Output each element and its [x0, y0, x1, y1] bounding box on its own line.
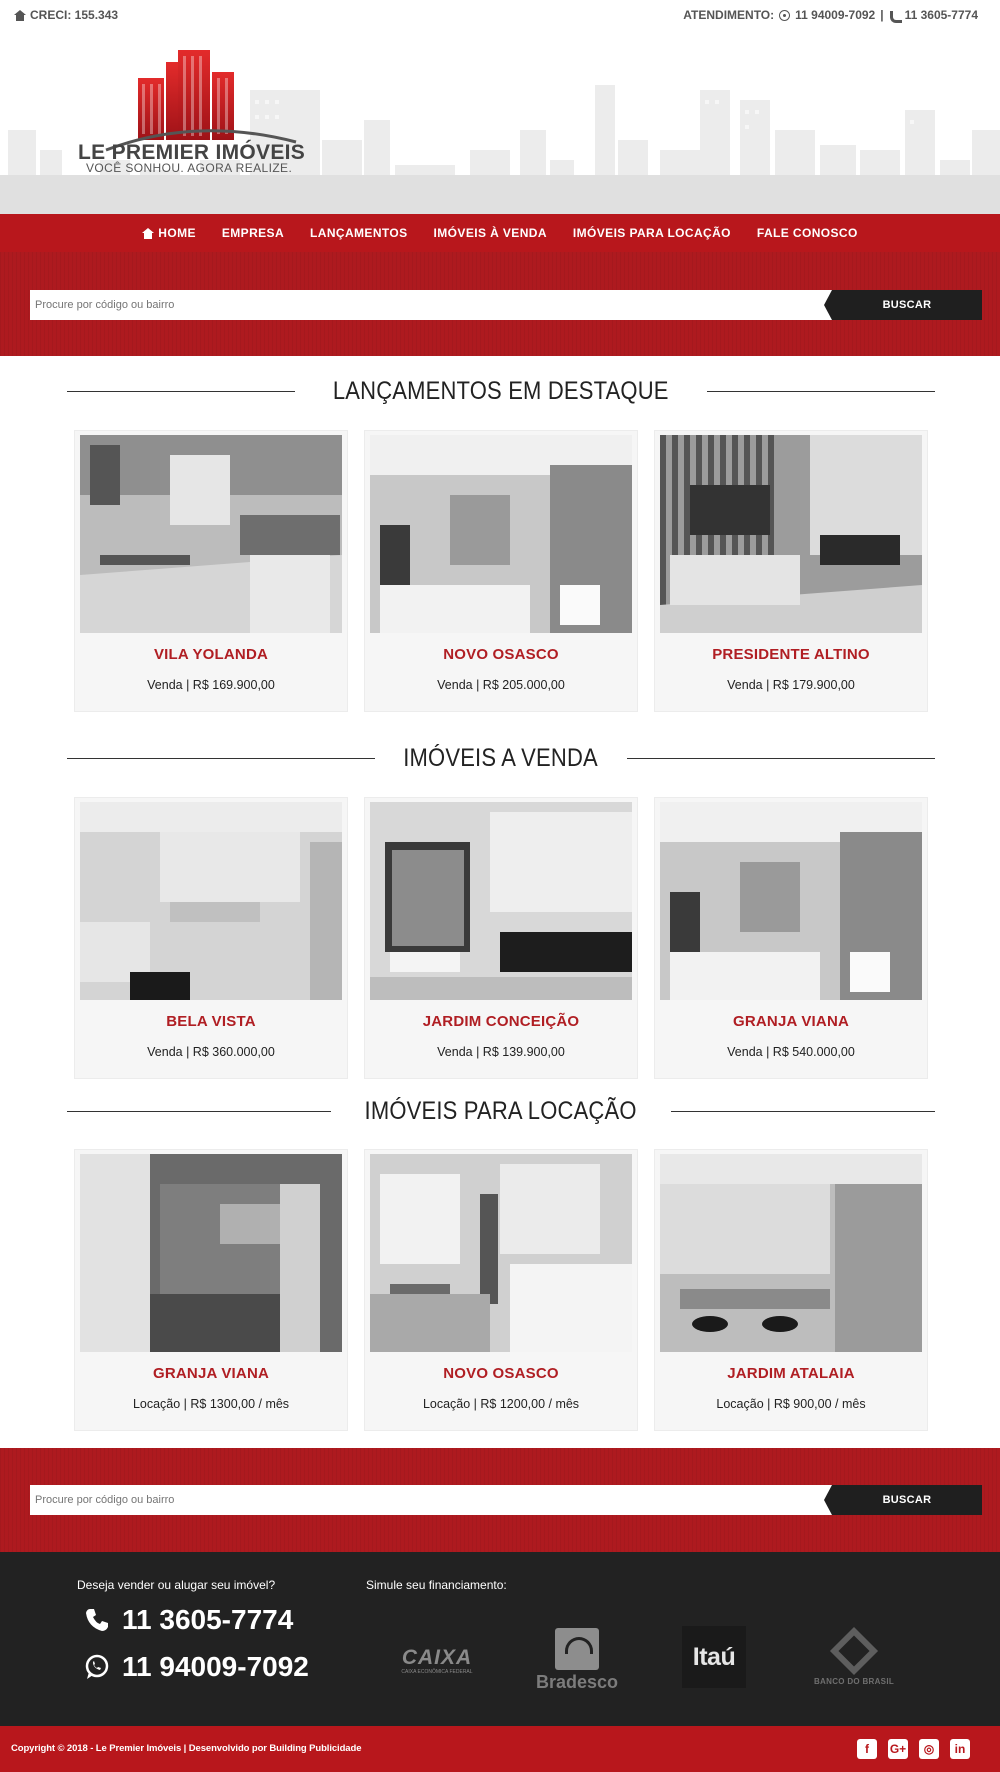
property-card[interactable]: [74, 1149, 348, 1431]
nav-imoveis-venda[interactable]: IMÓVEIS À VENDA: [433, 226, 547, 240]
property-name[interactable]: PRESIDENTE ALTINO: [712, 646, 870, 663]
property-price: Venda | R$ 169.900,00: [147, 678, 275, 692]
section-title-locacao: [67, 1096, 935, 1126]
property-card[interactable]: [364, 797, 638, 1079]
cards-locacao: [74, 1149, 928, 1431]
caixa-name: CAIXA: [401, 1645, 473, 1669]
bradesco-icon: [555, 1628, 599, 1670]
whatsapp-number[interactable]: 11 94009-7092: [795, 8, 876, 22]
property-price: Locação | R$ 1200,00 / mês: [422, 1397, 580, 1411]
search-input[interactable]: [30, 290, 832, 320]
divider: [67, 1111, 331, 1112]
home-icon: [14, 10, 25, 21]
search-button[interactable]: BUSCAR: [832, 1485, 982, 1515]
whatsapp-icon: [779, 10, 790, 21]
property-price: Locação | R$ 900,00 / mês: [716, 1397, 866, 1411]
section-heading: LANÇAMENTOS EM DESTAQUE: [333, 376, 669, 405]
footer-phone[interactable]: [84, 1604, 293, 1636]
property-photo[interactable]: [80, 802, 342, 1000]
brand-tagline: VOCÊ SONHOU. AGORA REALIZE.: [86, 161, 293, 175]
search-input[interactable]: [30, 1485, 832, 1515]
footer-whatsapp-number[interactable]: 11 94009-7092: [122, 1651, 309, 1682]
property-photo[interactable]: [370, 1154, 632, 1352]
footer-phone-number[interactable]: 11 3605-7774: [122, 1604, 294, 1635]
bradesco-name: Bradesco: [535, 1671, 619, 1692]
nav-home-label: HOME: [158, 226, 196, 240]
nav-empresa[interactable]: EMPRESA: [221, 226, 285, 240]
property-name[interactable]: JARDIM CONCEIÇÃO: [422, 1013, 580, 1030]
property-photo[interactable]: [370, 435, 632, 633]
sell-question: Deseja vender ou alugar seu imóvel?: [77, 1578, 276, 1592]
topbar: [0, 0, 1000, 30]
property-photo[interactable]: [660, 1154, 922, 1352]
copyright-text: Copyright © 2018 - Le Premier Imóveis | Desenvolvido por Building Publicidade: [11, 1743, 362, 1754]
property-photo[interactable]: [660, 802, 922, 1000]
property-card[interactable]: [654, 1149, 928, 1431]
nav-imoveis-locacao[interactable]: IMÓVEIS PARA LOCAÇÃO: [572, 226, 731, 240]
separator: |: [880, 8, 884, 22]
divider: [671, 1111, 935, 1112]
search-band-top: [0, 252, 1000, 356]
footer-whatsapp[interactable]: [84, 1651, 309, 1683]
property-price: Venda | R$ 139.900,00: [437, 1045, 565, 1059]
creci-text: CRECI: 155.343: [30, 8, 119, 22]
banco-do-brasil-logo[interactable]: [812, 1628, 896, 1692]
itau-name: Itaú: [692, 1642, 736, 1671]
property-name[interactable]: GRANJA VIANA: [732, 1013, 850, 1030]
facebook-icon[interactable]: f: [857, 1739, 877, 1759]
home-icon: [142, 228, 153, 239]
phone-number[interactable]: 11 3605-7774: [904, 8, 978, 22]
copyright-bar: [0, 1726, 1000, 1772]
contact-info: [683, 8, 978, 22]
property-card[interactable]: [654, 797, 928, 1079]
caixa-subtitle: CAIXA ECONÔMICA FEDERAL: [401, 1668, 473, 1675]
property-name[interactable]: NOVO OSASCO: [443, 646, 559, 663]
property-card[interactable]: [364, 430, 638, 712]
property-name[interactable]: BELA VISTA: [166, 1013, 256, 1030]
google-plus-icon[interactable]: G+: [888, 1739, 908, 1759]
linkedin-icon[interactable]: in: [950, 1739, 970, 1759]
footer: [0, 1552, 1000, 1726]
phone-icon: [84, 1607, 110, 1633]
search-button[interactable]: BUSCAR: [832, 290, 982, 320]
social-links: [857, 1739, 970, 1759]
banco-do-brasil-icon: [830, 1627, 878, 1675]
nav-fale-conosco[interactable]: FALE CONOSCO: [756, 226, 858, 240]
divider: [707, 391, 935, 392]
cards-venda: [74, 797, 928, 1079]
nav-home[interactable]: [142, 226, 196, 240]
phone-icon: [889, 10, 900, 21]
property-price: Venda | R$ 179.900,00: [727, 678, 855, 692]
section-heading: IMÓVEIS A VENDA: [403, 743, 599, 772]
property-name[interactable]: NOVO OSASCO: [443, 1365, 559, 1382]
atendimento-label: ATENDIMENTO:: [683, 8, 775, 22]
whatsapp-icon: [84, 1654, 110, 1680]
search-form: [30, 1485, 982, 1515]
section-heading: IMÓVEIS PARA LOCAÇÃO: [364, 1096, 638, 1125]
property-name[interactable]: JARDIM ATALAIA: [727, 1365, 855, 1382]
brand-name: LE PREMIER IMÓVEIS: [78, 141, 306, 164]
property-card[interactable]: [654, 430, 928, 712]
property-card[interactable]: [74, 430, 348, 712]
property-photo[interactable]: [80, 1154, 342, 1352]
property-photo[interactable]: [370, 802, 632, 1000]
property-price: Venda | R$ 540.000,00: [727, 1045, 855, 1059]
itau-logo[interactable]: [682, 1626, 746, 1688]
simulate-label: Simule seu financiamento:: [366, 1578, 507, 1592]
section-title-lancamentos: [67, 376, 935, 406]
property-price: Locação | R$ 1300,00 / mês: [132, 1397, 290, 1411]
search-form: [30, 290, 982, 320]
property-card[interactable]: [364, 1149, 638, 1431]
header: [0, 30, 1000, 214]
property-card[interactable]: [74, 797, 348, 1079]
nav-lancamentos[interactable]: LANÇAMENTOS: [310, 226, 408, 240]
divider: [67, 758, 375, 759]
cards-lancamentos: [74, 430, 928, 712]
main-nav: [0, 214, 1000, 252]
bb-name: BANCO DO BRASIL: [813, 1677, 895, 1686]
instagram-icon[interactable]: ◎: [919, 1739, 939, 1759]
property-photo[interactable]: [80, 435, 342, 633]
property-photo[interactable]: [660, 435, 922, 633]
search-band-bottom: [0, 1448, 1000, 1552]
property-name[interactable]: GRANJA VIANA: [152, 1365, 270, 1382]
divider: [67, 391, 295, 392]
bradesco-logo[interactable]: [534, 1624, 620, 1696]
section-title-venda: [67, 743, 935, 773]
property-price: Venda | R$ 360.000,00: [147, 1045, 275, 1059]
logo-buildings-icon: [76, 50, 316, 200]
property-price: Venda | R$ 205.000,00: [437, 678, 565, 692]
property-name[interactable]: VILA YOLANDA: [153, 646, 269, 663]
caixa-logo[interactable]: [392, 1640, 482, 1680]
creci-info: [14, 8, 118, 22]
divider: [627, 758, 935, 759]
